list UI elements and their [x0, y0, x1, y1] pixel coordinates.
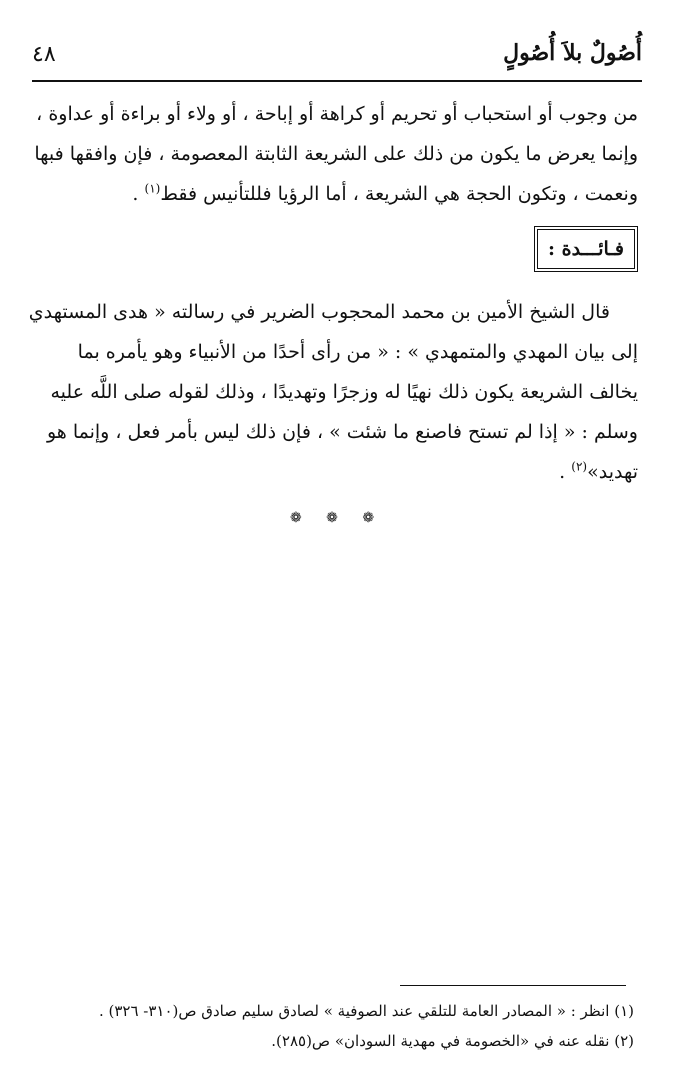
paragraph-2 [28, 292, 638, 492]
page-header [32, 36, 642, 80]
text-line: يخالف الشريعة يكون ذلك نهيًا له وزجرًا وتهديدًا ، وذلك لقوله صلى اللَّه عليه [50, 381, 638, 403]
page-number: ٤٨ [32, 42, 56, 67]
footnote-item: (٢) نقله عنه في «الخصومة في مهدية السودان» ص(٢٨٥). [271, 1032, 634, 1050]
sentence-end: . [559, 461, 572, 483]
footnote-ref-2[interactable]: (٢) [571, 459, 588, 474]
header-rule [32, 80, 642, 82]
running-title: أُصُولٌ بلاَ أُصُولٍ [503, 40, 642, 66]
footnote-ref-1[interactable]: (١) [144, 181, 161, 196]
text-line: من وجوب أو استحباب أو تحريم أو كراهة أو إباحة ، أو ولاء أو براءة أو عداوة ، [36, 103, 638, 125]
sentence-end: . [132, 183, 145, 205]
text-line: قال الشيخ الأمين بن محمد المحجوب الضرير في رسالته « هدى المستهدي [28, 301, 610, 323]
footnote-rule [400, 985, 626, 986]
section-separator-icon: ❁ ❁ ❁ [289, 510, 385, 526]
boxed-heading-wrap [36, 226, 638, 282]
text-line-content: ونعمت ، وتكون الحجة هي الشريعة ، أما الرؤيا فللتأنيس فقط [160, 183, 638, 205]
text-line [36, 174, 638, 214]
boxed-heading [534, 226, 638, 272]
footnote-item: (١) انظر : « المصادر العامة للتلقي عند الصوفية » لصادق سليم صادق ص(٣١٠- ٣٢٦) . [98, 1002, 634, 1020]
boxed-heading-label: فـائـــدة : [537, 229, 635, 269]
footnotes [36, 996, 634, 1056]
page-body [28, 94, 638, 538]
text-line: إلى بيان المهدي والمتمهدي » : « من رأى أحدًا من الأنبياء وهو يأمره بما [77, 341, 638, 363]
text-line: وسلم : « إذا لم تستح فاصنع ما شئت » ، فإن ذلك ليس بأمر فعل ، وإنما هو [46, 421, 638, 443]
text-line [36, 452, 638, 492]
text-line-content: تهديد» [587, 461, 638, 483]
paragraph-1 [36, 94, 638, 214]
text-line: وإنما يعرض ما يكون من ذلك على الشريعة الثابتة المعصومة ، فإن وافقها فبها [34, 143, 638, 165]
